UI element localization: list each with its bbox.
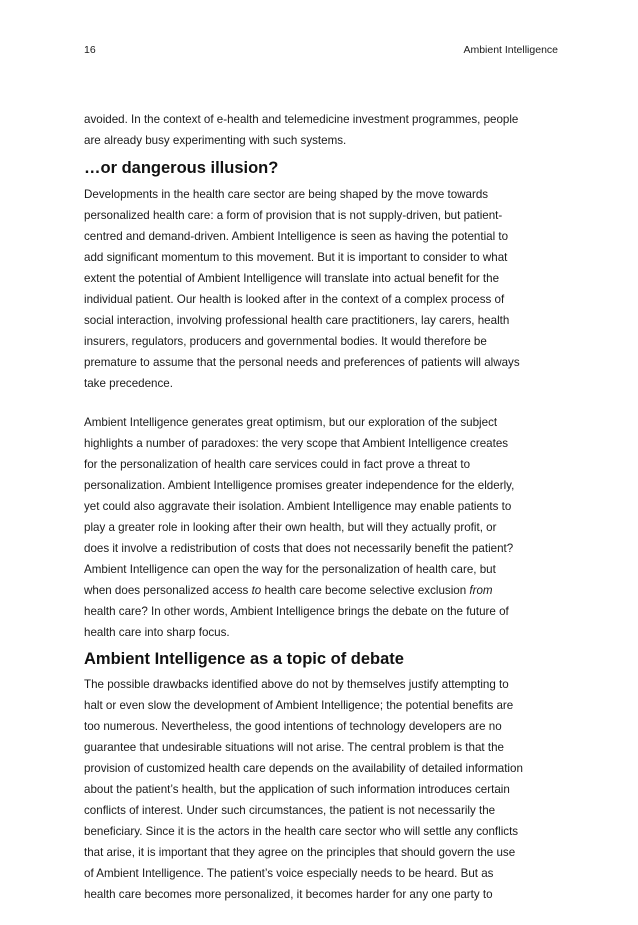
emphasis-to: to — [251, 584, 262, 597]
section-heading-dangerous-illusion: …or dangerous illusion? — [84, 159, 279, 177]
text-line: extent the potential of Ambient Intelligence will translate into actual benefit for the — [84, 272, 500, 285]
paragraph-personalized-health-care — [84, 184, 558, 394]
text-line: for the personalization of health care services could in fact prove a threat to — [84, 458, 471, 471]
page-header — [84, 42, 558, 58]
text-fragment: health care become selective exclusion — [261, 584, 470, 597]
running-title: Ambient Intelligence — [463, 44, 558, 56]
text-line: halt or even slow the development of Ambient Intelligence; the potential benefits are — [84, 699, 514, 712]
text-line: add significant momentum to this movement. But it is important to consider to what — [84, 251, 508, 264]
paragraph-drawbacks — [84, 674, 558, 905]
text-line-with-emphasis — [84, 580, 558, 601]
paragraph-continuation — [84, 109, 558, 151]
text-line: too numerous. Nevertheless, the good intentions of technology developers are no — [84, 720, 502, 733]
text-line: does it involve a redistribution of costs that does not necessarily benefit the patient? — [84, 542, 514, 555]
text-line: health care into sharp focus. — [84, 626, 230, 639]
text-line: health care becomes more personalized, it becomes harder for any one party to — [84, 888, 493, 901]
text-line: health care? In other words, Ambient Intelligence brings the debate on the future of — [84, 605, 509, 618]
text-line: Ambient Intelligence can open the way for the personalization of health care, but — [84, 563, 496, 576]
text-line: Ambient Intelligence generates great optimism, but our exploration of the subject — [84, 416, 498, 429]
text-line: that arise, it is important that they agree on the principles that should govern the use — [84, 846, 516, 859]
text-line: highlights a number of paradoxes: the very scope that Ambient Intelligence creates — [84, 437, 509, 450]
text-line: insurers, regulators, producers and governmental bodies. It would therefore be — [84, 335, 487, 348]
text-line: social interaction, involving professional health care practitioners, lay carers, health — [84, 314, 510, 327]
text-line: take precedence. — [84, 377, 173, 390]
section-heading-topic-of-debate: Ambient Intelligence as a topic of debate — [84, 650, 404, 668]
text-line: avoided. In the context of e-health and telemedicine investment programmes, people — [84, 113, 519, 126]
page-body — [84, 109, 558, 905]
text-line: premature to assume that the personal needs and preferences of patients will always — [84, 356, 520, 369]
paragraph-paradoxes — [84, 412, 558, 643]
text-line: conflicts of interest. Under such circumstances, the patient is not necessarily the — [84, 804, 496, 817]
paragraph-gap — [84, 394, 558, 412]
emphasis-from: from — [469, 584, 493, 597]
text-line: individual patient. Our health is looked after in the context of a complex process of — [84, 293, 505, 306]
text-line: centred and demand-driven. Ambient Intelligence is seen as having the potential to — [84, 230, 509, 243]
text-line: about the patient’s health, but the application of such information introduces certain — [84, 783, 510, 796]
text-line: provision of customized health care depends on the availability of detailed information — [84, 762, 523, 775]
text-line: Developments in the health care sector are being shaped by the move towards — [84, 188, 489, 201]
text-line: are already busy experimenting with such systems. — [84, 134, 347, 147]
text-line: play a greater role in looking after their own health, but will they actually profit, or — [84, 521, 497, 534]
text-line: of Ambient Intelligence. The patient’s voice especially needs to be heard. But as — [84, 867, 494, 880]
text-line: beneficiary. Since it is the actors in the health care sector who will settle any conflicts — [84, 825, 519, 838]
text-line: yet could also aggravate their isolation. Ambient Intelligence may enable patients to — [84, 500, 512, 513]
text-line: The possible drawbacks identified above do not by themselves justify attempting to — [84, 678, 509, 691]
text-line: guarantee that undesirable situations will not arise. The central problem is that the — [84, 741, 504, 754]
text-fragment: when does personalized access — [84, 584, 252, 597]
text-line: personalization. Ambient Intelligence promises greater independence for the elderly, — [84, 479, 515, 492]
page-number: 16 — [84, 44, 96, 56]
text-line: personalized health care: a form of provision that is not supply-driven, but patient- — [84, 209, 503, 222]
